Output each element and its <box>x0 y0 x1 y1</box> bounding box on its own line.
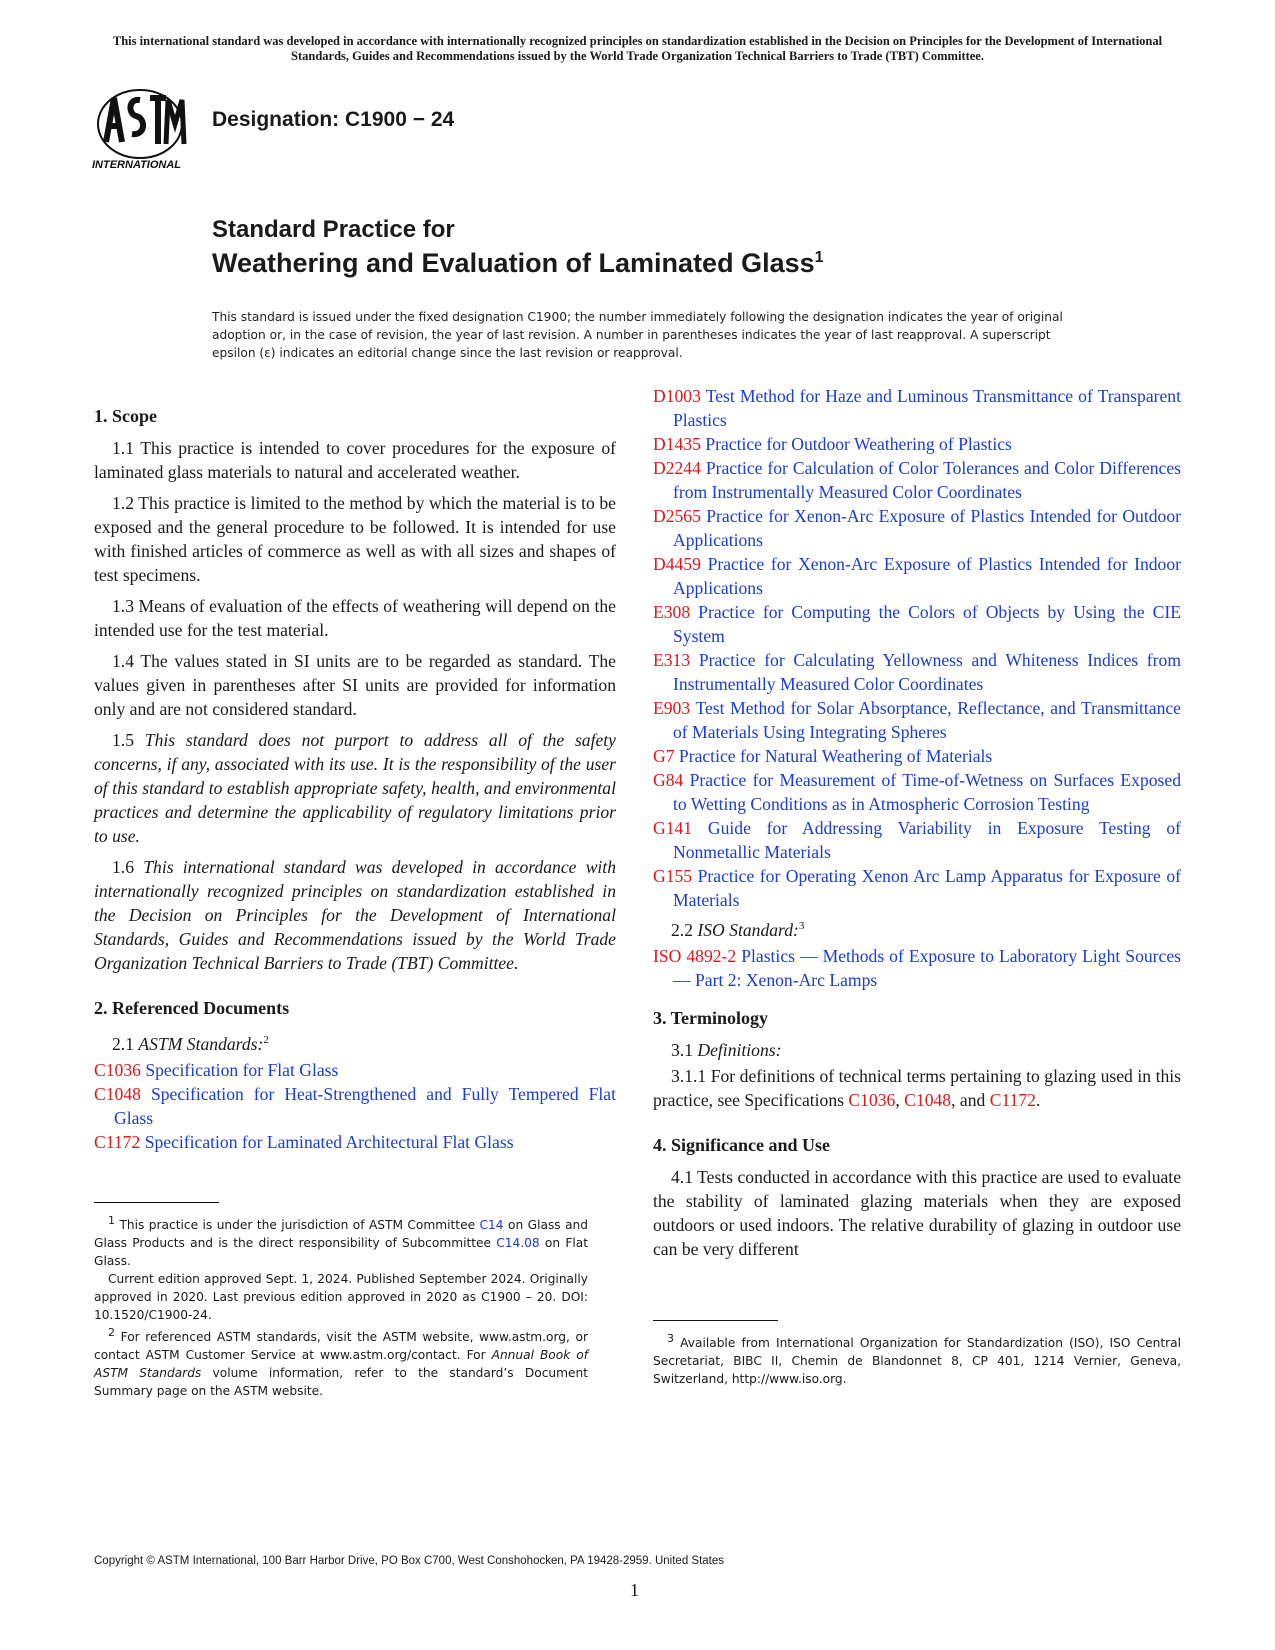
reference-title[interactable]: Practice for Xenon-Arc Exposure of Plastics Intended for Indoor Applications <box>673 554 1181 598</box>
astm-list-right <box>653 384 1181 912</box>
paragraph-1-5 <box>94 728 616 848</box>
reference-code[interactable]: D1435 <box>653 434 701 454</box>
footnotes-right <box>653 1330 1181 1388</box>
paragraph-4-1: 4.1 Tests conducted in accordance with this practice are used to evaluate the stability of laminated glazing materials when they are exposed outdoors or used indoors. The relative durability of glazing in outdoor use can be very different <box>653 1166 1181 1259</box>
reference-item <box>653 696 1181 744</box>
tbt-text: This international standard was developed in accordance with internationally recognized principles on standardization established in the Decision on Principles for the Development of International Standards, Guides and Recommendations issued by the World Trade Organization Technical Barriers to Trade (TBT) Committee. <box>94 857 616 973</box>
separator: , <box>895 1089 900 1110</box>
section-heading-significance: 4. Significance and Use <box>653 1134 831 1155</box>
definitions-label <box>653 1038 1181 1062</box>
reference-item <box>94 1082 616 1130</box>
footnote-mark: 2 <box>108 1326 115 1340</box>
reference-title[interactable]: Specification for Laminated Architectural Flat Glass <box>144 1131 514 1152</box>
reference-code[interactable]: D4459 <box>653 554 701 574</box>
reference-item <box>653 744 1181 768</box>
footnote-rule <box>653 1320 778 1321</box>
paragraph-text: 3.1.1 For definitions of technical terms pertaining to glazing used in this practice, see Specifications <box>653 1065 1181 1110</box>
footnote-text: For referenced ASTM standards, visit the ASTM website, www.astm.org, or contact ASTM Customer Service at www.astm.org/contact. For <box>94 1330 588 1363</box>
astm-standards-label <box>94 1028 616 1056</box>
tbt-notice: This international standard was developed in accordance with internationally recognized principles on standardization established in the Decision on Principles for the Development of International Standards, Guides and Recommendations issued by the World Trade Organization Technical Barriers to Trade (TBT) Committee. <box>112 34 1163 63</box>
spec-link[interactable]: C1048 <box>904 1089 952 1110</box>
subsection-label: ISO Standard: <box>697 919 799 940</box>
reference-item <box>653 504 1181 552</box>
footnote-mark[interactable]: 3 <box>798 920 805 932</box>
reference-title[interactable]: Practice for Calculating Yellowness and Whiteness Indices from Instrumentally Measured Color Coordinates <box>673 650 1181 694</box>
reference-item <box>653 432 1181 456</box>
spec-link[interactable]: C1036 <box>848 1089 896 1110</box>
paragraph-number: 1.5 <box>112 730 134 750</box>
spec-link[interactable]: C1172 <box>989 1089 1036 1110</box>
reference-code[interactable]: G141 <box>653 818 693 838</box>
reference-code[interactable]: E308 <box>653 602 691 622</box>
reference-title[interactable]: Specification for Flat Glass <box>145 1059 339 1080</box>
right-column <box>653 384 1181 1268</box>
reference-item <box>94 1130 616 1154</box>
reference-code[interactable]: E903 <box>653 698 691 718</box>
footnotes-left <box>94 1212 588 1400</box>
footnote-text: Available from International Organization for Standardization (ISO), ISO Central Secretariat, BIBC II, Chemin de Blandonnet 8, CP 401, 1214 Vernier, Geneva, Switzerland, http://www.iso.org. <box>653 1336 1182 1387</box>
reference-code[interactable]: D2565 <box>653 506 701 526</box>
subcommittee-link[interactable]: C14.08 <box>496 1236 540 1251</box>
paragraph-1-6 <box>94 855 616 975</box>
copyright-notice: Copyright © ASTM International, 100 Barr Harbor Drive, PO Box C700, West Conshohocken, PA 19428-2959. United States <box>94 1555 725 1567</box>
edition-note: Current edition approved Sept. 1, 2024. Published September 2024. Originally approved in 2020. Last previous edition approved in 2020 as C1900 – 20. DOI: 10.1520/C1900-24. <box>94 1272 588 1323</box>
footnote-mark: 1 <box>108 1214 115 1227</box>
reference-item <box>653 768 1181 816</box>
reference-item <box>94 1058 616 1082</box>
reference-title[interactable]: Plastics — Methods of Exposure to Laboratory Light Sources — Part 2: Xenon-Arc Lamps <box>673 945 1181 990</box>
reference-title[interactable]: Test Method for Haze and Luminous Transmittance of Transparent Plastics <box>673 386 1181 430</box>
title-text: Weathering and Evaluation of Laminated Glass <box>212 248 815 278</box>
reference-code[interactable]: G7 <box>653 746 675 766</box>
title-line-2 <box>212 248 824 279</box>
footnote-mark[interactable]: 2 <box>263 1034 269 1046</box>
left-column <box>94 404 616 1154</box>
subsection-label: ASTM Standards: <box>138 1033 264 1054</box>
reference-item <box>653 648 1181 696</box>
paragraph-1-4: 1.4 The values stated in SI units are to be regarded as standard. The values given in parentheses after SI units are provided for information only and are not considered standard. <box>94 651 616 719</box>
safety-text: This standard does not purport to address all of the safety concerns, if any, associated with its use. It is the responsibility of the user of this standard to establish appropriate safety, health, and environmental practices and determine the applicability of regulatory limitations prior to use. <box>94 730 616 846</box>
title-footnote-mark[interactable]: 1 <box>814 249 824 266</box>
reference-code[interactable]: G84 <box>653 770 684 790</box>
page-number: 1 <box>630 1580 639 1600</box>
reference-item <box>653 456 1181 504</box>
iso-standard-label <box>653 914 1181 942</box>
reference-code[interactable]: C1048 <box>94 1083 141 1104</box>
reference-title[interactable]: Guide for Addressing Variability in Exposure Testing of Nonmetallic Materials <box>673 818 1181 862</box>
reference-item <box>653 944 1181 992</box>
separator: . <box>1035 1089 1041 1110</box>
reference-item <box>653 864 1181 912</box>
reference-item <box>653 384 1181 432</box>
footnote-3 <box>653 1330 1181 1388</box>
footnote-1 <box>94 1212 588 1270</box>
paragraph-1-3: 1.3 Means of evaluation of the effects of weathering will depend on the intended use for the test material. <box>94 596 616 640</box>
footnote-text: on Flat Glass. <box>94 1236 588 1269</box>
astm-list-left <box>94 1058 616 1154</box>
section-heading-scope: 1. Scope <box>94 406 157 426</box>
reference-code[interactable]: C1036 <box>94 1059 141 1080</box>
reference-title[interactable]: Specification for Heat-Strengthened and Fully Tempered Flat Glass <box>114 1083 616 1128</box>
subsection-number: 3.1 <box>671 1039 693 1060</box>
reference-item <box>653 600 1181 648</box>
reference-code[interactable]: E313 <box>653 650 691 670</box>
logo-text: INTERNATIONAL <box>92 159 182 171</box>
footnote-text: volume information, refer to the standard’s Document Summary page on the ASTM website. <box>94 1366 589 1399</box>
reference-title[interactable]: Practice for Operating Xenon Arc Lamp Apparatus for Exposure of Materials <box>673 866 1181 910</box>
footnote-text: This practice is under the jurisdiction of ASTM Committee <box>119 1218 476 1233</box>
reference-title[interactable]: Practice for Natural Weathering of Materials <box>678 746 993 766</box>
section-heading-terminology: 3. Terminology <box>653 1007 769 1028</box>
footnote-text: on Glass and Glass Products and is the direct responsibility of Subcommittee <box>94 1218 589 1251</box>
committee-link[interactable]: C14 <box>479 1218 504 1233</box>
reference-code[interactable]: C1172 <box>94 1131 141 1152</box>
footnote-rule <box>94 1202 219 1203</box>
paragraph-1-2: 1.2 This practice is limited to the method by which the material is to be exposed and the general procedure to be followed. It is intended for use with finished articles of commerce as well as with all sizes and shapes of test specimens. <box>94 493 616 585</box>
reference-title[interactable]: Practice for Xenon-Arc Exposure of Plastics Intended for Outdoor Applications <box>673 506 1181 550</box>
reference-title[interactable]: Practice for Computing the Colors of Objects by Using the CIE System <box>673 602 1181 646</box>
reference-item <box>653 552 1181 600</box>
separator: , and <box>951 1089 986 1110</box>
reference-code[interactable]: D2244 <box>653 458 701 478</box>
footnote-mark: 3 <box>667 1332 674 1345</box>
issued-note: This standard is issued under the fixed designation C1900; the number immediately following the designation indicates the year of original adoption or, in the case of revision, the year of last revision. A number in parentheses indicates the year of last reapproval. A superscript epsilon (ε) indicates an editorial change since the last revision or reapproval. <box>212 310 1063 360</box>
footnote-italic: Annual Book of ASTM Standards <box>94 1348 589 1381</box>
reference-code[interactable]: G155 <box>653 866 693 886</box>
reference-item <box>653 816 1181 864</box>
paragraph-3-1-1 <box>653 1064 1181 1112</box>
reference-code[interactable]: ISO 4892-2 <box>653 945 737 966</box>
astm-logo <box>92 84 192 174</box>
title-line-1: Standard Practice for <box>212 216 455 243</box>
reference-title[interactable]: Practice for Measurement of Time-of-Wetness on Surfaces Exposed to Wetting Conditions as in Atmospheric Corrosion Testing <box>673 770 1181 814</box>
designation: Designation: C1900 − 24 <box>212 108 455 131</box>
reference-title[interactable]: Practice for Calculation of Color Tolerances and Color Differences from Instrumentally Measured Color Coordinates <box>673 458 1181 502</box>
footnote-2 <box>94 1324 588 1400</box>
subsection-label: Definitions: <box>697 1039 782 1060</box>
subsection-number: 2.1 <box>112 1033 134 1054</box>
section-heading-referenced: 2. Referenced Documents <box>94 998 290 1018</box>
reference-code[interactable]: D1003 <box>653 386 701 406</box>
subsection-number: 2.2 <box>671 919 693 940</box>
paragraph-number: 1.6 <box>112 857 134 877</box>
reference-title[interactable]: Practice for Outdoor Weathering of Plastics <box>705 434 1012 454</box>
paragraph-1-1: 1.1 This practice is intended to cover procedures for the exposure of laminated glass materials to natural and accelerated weather. <box>94 438 616 482</box>
reference-title[interactable]: Test Method for Solar Absorptance, Reflectance, and Transmittance of Materials Using Integrating Spheres <box>673 698 1181 742</box>
